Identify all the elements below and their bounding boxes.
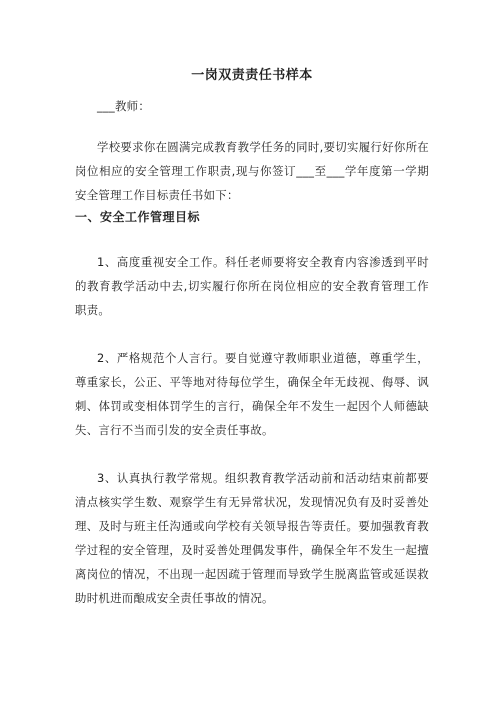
section-heading-safety-goals: 一、安全工作管理目标 bbox=[75, 210, 201, 224]
goal-item-1: 1、高度重视安全工作。科任老师要将安全教育内容渗透到平时的教育教学活动中去,切实履行你所在岗位相应的安全教育管理工作职责。 bbox=[75, 255, 429, 317]
goal-item-3: 3、认真执行教学常规。组织教育教学活动前和活动结束前都要清点核实学生数、观察学生有无异常状况，发现情况负有及时妥善处理、及时与班主任沟通或向学校有关领导报告等责任。要加强教育教学过程的安全管理，及时妥善处理偶发事件，确保全年不发生一起擅离岗位的情况，不出现一起因疏于管理而导致学生脱离监管或延误救助时机进而酿成安全责任事故的情况。 bbox=[75, 471, 429, 605]
intro-paragraph: 学校要求你在圆满完成教育教学任务的同时,要切实履行好你所在岗位相应的安全管理工作职责,现与你签订___至___学年度第一学期安全管理工作目标责任书如下： bbox=[75, 140, 429, 202]
salutation: ___教师： bbox=[97, 99, 151, 113]
goal-item-2: 2、严格规范个人言行。要自觉遵守教师职业道德，尊重学生，尊重家长，公正、平等地对待每位学生，确保全年无歧视、侮辱、讽刺、体罚或变相体罚学生的言行，确保全年不发生一起因个人师德缺失、言行不当而引发的安全责任事故。 bbox=[75, 351, 429, 437]
document-title: 一岗双责责任书样本 bbox=[191, 68, 313, 83]
